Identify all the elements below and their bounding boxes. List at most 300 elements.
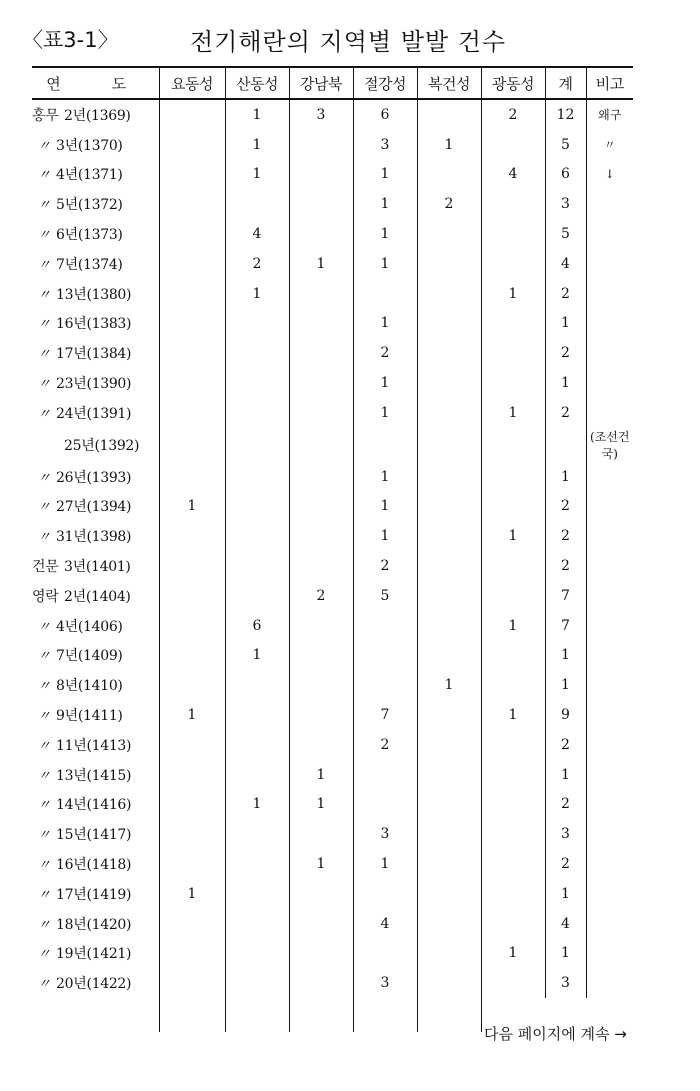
count-cell [289, 309, 353, 339]
count-cell: 4 [481, 160, 545, 190]
table-row [32, 130, 633, 160]
col-header-zhejiang: 절강성 [353, 67, 417, 99]
count-cell [225, 730, 289, 760]
count-cell: 2 [353, 551, 417, 581]
year-cell [32, 819, 159, 849]
count-cell [481, 309, 545, 339]
count-cell [225, 492, 289, 522]
year-cell [32, 130, 159, 160]
remarks-cell [586, 398, 633, 428]
year-value: 16년(1383) [56, 316, 132, 333]
count-cell: 2 [353, 730, 417, 760]
year-cell [32, 909, 159, 939]
count-cell: 1 [353, 462, 417, 492]
table-body [32, 99, 633, 1032]
era-name: 〃 [37, 377, 51, 393]
era-name: 〃 [37, 649, 51, 665]
count-cell: 2 [289, 581, 353, 611]
table-header-block [0, 20, 700, 56]
count-cell [225, 968, 289, 998]
count-cell [289, 730, 353, 760]
table-row [32, 428, 633, 462]
table-row [32, 189, 633, 219]
era-name: 〃 [37, 917, 51, 933]
year-cell [32, 428, 159, 462]
count-cell [159, 99, 225, 130]
count-cell [159, 611, 225, 641]
count-cell: 1 [159, 492, 225, 522]
count-cell [159, 939, 225, 969]
count-cell [159, 160, 225, 190]
count-cell [481, 670, 545, 700]
count-cell [417, 611, 481, 641]
remarks-cell [586, 189, 633, 219]
table-row [32, 492, 633, 522]
count-cell: 2 [545, 279, 586, 309]
count-cell [353, 641, 417, 671]
count-cell [353, 939, 417, 969]
count-cell: 1 [225, 99, 289, 130]
count-cell: 2 [225, 249, 289, 279]
count-cell [289, 879, 353, 909]
era-name: 〃 [37, 530, 51, 546]
year-cell [32, 521, 159, 551]
year-value: 26년(1393) [56, 469, 132, 486]
count-cell [417, 160, 481, 190]
year-cell [32, 492, 159, 522]
table-row [32, 879, 633, 909]
count-cell: 7 [545, 611, 586, 641]
remarks-cell: ↓ [586, 160, 633, 190]
year-cell [32, 462, 159, 492]
count-cell [289, 819, 353, 849]
count-cell [159, 819, 225, 849]
count-cell: 1 [481, 279, 545, 309]
year-value: 3년(1401) [64, 559, 131, 576]
count-cell [481, 909, 545, 939]
year-value: 18년(1420) [56, 916, 132, 933]
count-cell: 1 [353, 219, 417, 249]
table-row [32, 219, 633, 249]
count-cell [289, 521, 353, 551]
count-cell [417, 939, 481, 969]
count-cell [159, 368, 225, 398]
count-cell [353, 670, 417, 700]
year-value: 25년(1392) [64, 437, 140, 454]
count-cell [417, 521, 481, 551]
era-name: 〃 [37, 828, 51, 844]
count-cell: 1 [545, 641, 586, 671]
count-cell [159, 641, 225, 671]
table-row [32, 398, 633, 428]
era-name: 〃 [37, 977, 51, 993]
remarks-cell [586, 909, 633, 939]
year-cell [32, 309, 159, 339]
count-cell: 1 [545, 309, 586, 339]
count-cell [289, 700, 353, 730]
count-cell [289, 428, 353, 462]
count-cell: 3 [353, 968, 417, 998]
count-cell: 1 [353, 309, 417, 339]
count-cell: 1 [545, 670, 586, 700]
count-cell [417, 309, 481, 339]
count-cell [417, 879, 481, 909]
era-name: 〃 [37, 709, 51, 725]
count-cell [417, 551, 481, 581]
era-name: 〃 [37, 287, 51, 303]
count-cell [159, 730, 225, 760]
count-cell [159, 398, 225, 428]
count-cell: 2 [545, 551, 586, 581]
count-cell [353, 279, 417, 309]
count-cell [417, 279, 481, 309]
count-cell [225, 879, 289, 909]
count-cell: 1 [159, 700, 225, 730]
count-cell: 3 [353, 130, 417, 160]
year-cell [32, 279, 159, 309]
remarks-cell [586, 611, 633, 641]
count-cell: 1 [289, 760, 353, 790]
year-cell [32, 968, 159, 998]
count-cell [481, 249, 545, 279]
col-header-liaodong: 요동성 [159, 67, 225, 99]
count-cell [225, 760, 289, 790]
count-cell: 1 [417, 130, 481, 160]
count-cell [225, 428, 289, 462]
era-name: 건문 [32, 559, 59, 576]
count-cell [481, 551, 545, 581]
year-value: 19년(1421) [56, 946, 132, 963]
year-cell [32, 189, 159, 219]
count-cell [417, 249, 481, 279]
year-value: 6년(1373) [56, 227, 123, 244]
count-cell [417, 700, 481, 730]
count-cell: 2 [545, 398, 586, 428]
remarks-cell [586, 249, 633, 279]
count-cell: 1 [481, 939, 545, 969]
year-cell [32, 641, 159, 671]
count-cell [289, 189, 353, 219]
count-cell [417, 819, 481, 849]
count-cell: 1 [481, 700, 545, 730]
year-value: 23년(1390) [56, 376, 132, 393]
count-cell: 1 [481, 611, 545, 641]
count-cell [225, 189, 289, 219]
count-cell: 3 [545, 968, 586, 998]
year-value: 31년(1398) [56, 529, 132, 546]
table-row [32, 790, 633, 820]
count-cell [225, 309, 289, 339]
year-cell [32, 160, 159, 190]
count-cell [353, 611, 417, 641]
count-cell [289, 462, 353, 492]
count-cell [545, 428, 586, 462]
count-cell [159, 760, 225, 790]
count-cell: 2 [353, 338, 417, 368]
era-name: 〃 [37, 947, 51, 963]
count-cell: 1 [353, 492, 417, 522]
count-cell: 1 [353, 398, 417, 428]
remarks-cell [586, 462, 633, 492]
count-cell: 1 [417, 670, 481, 700]
count-cell [225, 849, 289, 879]
count-cell: 1 [545, 879, 586, 909]
count-cell [225, 939, 289, 969]
count-cell [481, 219, 545, 249]
count-cell [481, 849, 545, 879]
count-cell [159, 670, 225, 700]
count-cell [225, 819, 289, 849]
count-cell [159, 790, 225, 820]
remarks-cell [586, 641, 633, 671]
count-cell [481, 730, 545, 760]
table-row [32, 551, 633, 581]
count-cell [159, 968, 225, 998]
table-row [32, 368, 633, 398]
count-cell [225, 338, 289, 368]
count-cell: 1 [353, 521, 417, 551]
year-cell [32, 219, 159, 249]
count-cell [481, 368, 545, 398]
count-cell [481, 790, 545, 820]
remarks-cell [586, 492, 633, 522]
count-cell: 4 [545, 249, 586, 279]
count-cell [481, 760, 545, 790]
year-cell [32, 790, 159, 820]
table-row [32, 99, 633, 130]
count-cell [289, 611, 353, 641]
count-cell [417, 338, 481, 368]
remarks-cell [586, 700, 633, 730]
count-cell [289, 398, 353, 428]
era-name: 〃 [37, 679, 51, 695]
era-name: 〃 [37, 317, 51, 333]
count-cell [289, 219, 353, 249]
count-cell [481, 492, 545, 522]
count-cell: 9 [545, 700, 586, 730]
year-cell [32, 760, 159, 790]
year-cell [32, 551, 159, 581]
count-cell: 2 [545, 730, 586, 760]
year-cell [32, 849, 159, 879]
year-cell [32, 879, 159, 909]
year-value: 3년(1370) [56, 137, 123, 154]
year-cell [32, 670, 159, 700]
era-name: 〃 [37, 168, 51, 184]
count-cell [417, 641, 481, 671]
count-cell [417, 790, 481, 820]
table-row [32, 641, 633, 671]
count-cell [417, 968, 481, 998]
count-cell [159, 279, 225, 309]
era-name: 〃 [37, 798, 51, 814]
count-cell [159, 189, 225, 219]
table-label: 〈표3-1〉 [22, 28, 119, 52]
count-cell: 3 [545, 819, 586, 849]
remarks-cell [586, 879, 633, 909]
count-cell: 1 [353, 249, 417, 279]
year-value: 13년(1380) [56, 286, 132, 303]
table-row [32, 700, 633, 730]
count-cell [353, 760, 417, 790]
table-row [32, 939, 633, 969]
year-value: 11년(1413) [56, 737, 132, 754]
count-cell [417, 492, 481, 522]
count-cell: 2 [545, 492, 586, 522]
year-value: 24년(1391) [56, 405, 132, 422]
table-row [32, 968, 633, 998]
year-value: 8년(1410) [56, 678, 123, 695]
count-cell: 6 [225, 611, 289, 641]
remarks-cell: 〃 [586, 130, 633, 160]
count-cell [481, 338, 545, 368]
count-cell: 2 [417, 189, 481, 219]
count-cell [481, 968, 545, 998]
era-name: 〃 [37, 470, 51, 486]
count-cell [481, 462, 545, 492]
count-cell [353, 428, 417, 462]
table-row [32, 730, 633, 760]
year-value: 2년(1404) [64, 588, 131, 605]
count-cell [481, 879, 545, 909]
year-value: 17년(1419) [56, 886, 132, 903]
count-cell: 2 [545, 338, 586, 368]
era-name: 홍무 [32, 107, 59, 124]
empty-cell [225, 998, 289, 1032]
count-cell: 5 [545, 130, 586, 160]
era-name: 〃 [37, 768, 51, 784]
year-cell [32, 368, 159, 398]
count-cell: 5 [545, 219, 586, 249]
count-cell: 1 [289, 790, 353, 820]
year-cell [32, 398, 159, 428]
table-title: 전기해란의 지역별 발발 건수 [190, 28, 507, 56]
count-cell: 1 [353, 160, 417, 190]
count-cell: 5 [353, 581, 417, 611]
table-row [32, 819, 633, 849]
count-cell [417, 462, 481, 492]
count-cell [225, 462, 289, 492]
count-cell [289, 338, 353, 368]
count-cell [417, 760, 481, 790]
count-cell [481, 641, 545, 671]
count-cell [225, 551, 289, 581]
empty-cell [159, 998, 225, 1032]
count-cell [417, 428, 481, 462]
era-name: 〃 [37, 138, 51, 154]
count-cell [481, 189, 545, 219]
year-value: 15년(1417) [56, 827, 132, 844]
year-cell [32, 730, 159, 760]
count-cell: 2 [545, 849, 586, 879]
count-cell [289, 909, 353, 939]
era-name: 〃 [37, 619, 51, 635]
era-name: 〃 [37, 858, 51, 874]
count-cell [159, 909, 225, 939]
count-cell [289, 368, 353, 398]
count-cell: 6 [353, 99, 417, 130]
year-value: 17년(1384) [56, 346, 132, 363]
year-cell [32, 700, 159, 730]
table-row [32, 581, 633, 611]
year-cell [32, 249, 159, 279]
count-cell [417, 581, 481, 611]
count-cell [225, 700, 289, 730]
remarks-cell [586, 368, 633, 398]
count-cell [481, 581, 545, 611]
count-cell [289, 130, 353, 160]
era-name: 〃 [37, 406, 51, 422]
count-cell: 7 [353, 700, 417, 730]
year-value: 27년(1394) [56, 499, 132, 516]
remarks-cell [586, 790, 633, 820]
count-cell: 1 [225, 641, 289, 671]
count-cell [225, 521, 289, 551]
count-cell: 1 [353, 189, 417, 219]
count-cell [353, 879, 417, 909]
remarks-cell [586, 819, 633, 849]
count-cell [417, 730, 481, 760]
count-cell: 2 [545, 790, 586, 820]
count-cell [225, 398, 289, 428]
remarks-cell [586, 670, 633, 700]
count-cell [417, 99, 481, 130]
era-name: 〃 [37, 198, 51, 214]
col-header-shandong: 산동성 [225, 67, 289, 99]
count-cell: 4 [225, 219, 289, 249]
table-row [32, 309, 633, 339]
year-value: 20년(1422) [56, 976, 132, 993]
count-cell [289, 670, 353, 700]
era-name: 영락 [32, 588, 59, 605]
count-cell [353, 790, 417, 820]
count-cell [481, 130, 545, 160]
year-cell [32, 611, 159, 641]
count-cell [225, 368, 289, 398]
count-cell: 1 [545, 368, 586, 398]
remarks-cell [586, 551, 633, 581]
count-cell [159, 581, 225, 611]
count-cell [289, 968, 353, 998]
count-cell [417, 849, 481, 879]
count-cell [481, 819, 545, 849]
table-row [32, 909, 633, 939]
table-row [32, 760, 633, 790]
table-row [32, 670, 633, 700]
table-row [32, 160, 633, 190]
count-cell [225, 581, 289, 611]
era-name: 〃 [37, 228, 51, 244]
count-cell: 1 [159, 879, 225, 909]
year-cell [32, 581, 159, 611]
count-cell [289, 641, 353, 671]
count-cell [289, 939, 353, 969]
era-name: 〃 [37, 500, 51, 516]
year-value: 14년(1416) [56, 797, 132, 814]
count-cell [159, 849, 225, 879]
count-cell: 3 [289, 99, 353, 130]
remarks-cell [586, 521, 633, 551]
count-cell [159, 309, 225, 339]
count-cell: 1 [225, 279, 289, 309]
count-cell: 12 [545, 99, 586, 130]
count-cell: 7 [545, 581, 586, 611]
count-cell [225, 909, 289, 939]
count-cell [159, 428, 225, 462]
year-cell [32, 338, 159, 368]
count-cell [289, 279, 353, 309]
year-value: 5년(1372) [56, 197, 123, 214]
